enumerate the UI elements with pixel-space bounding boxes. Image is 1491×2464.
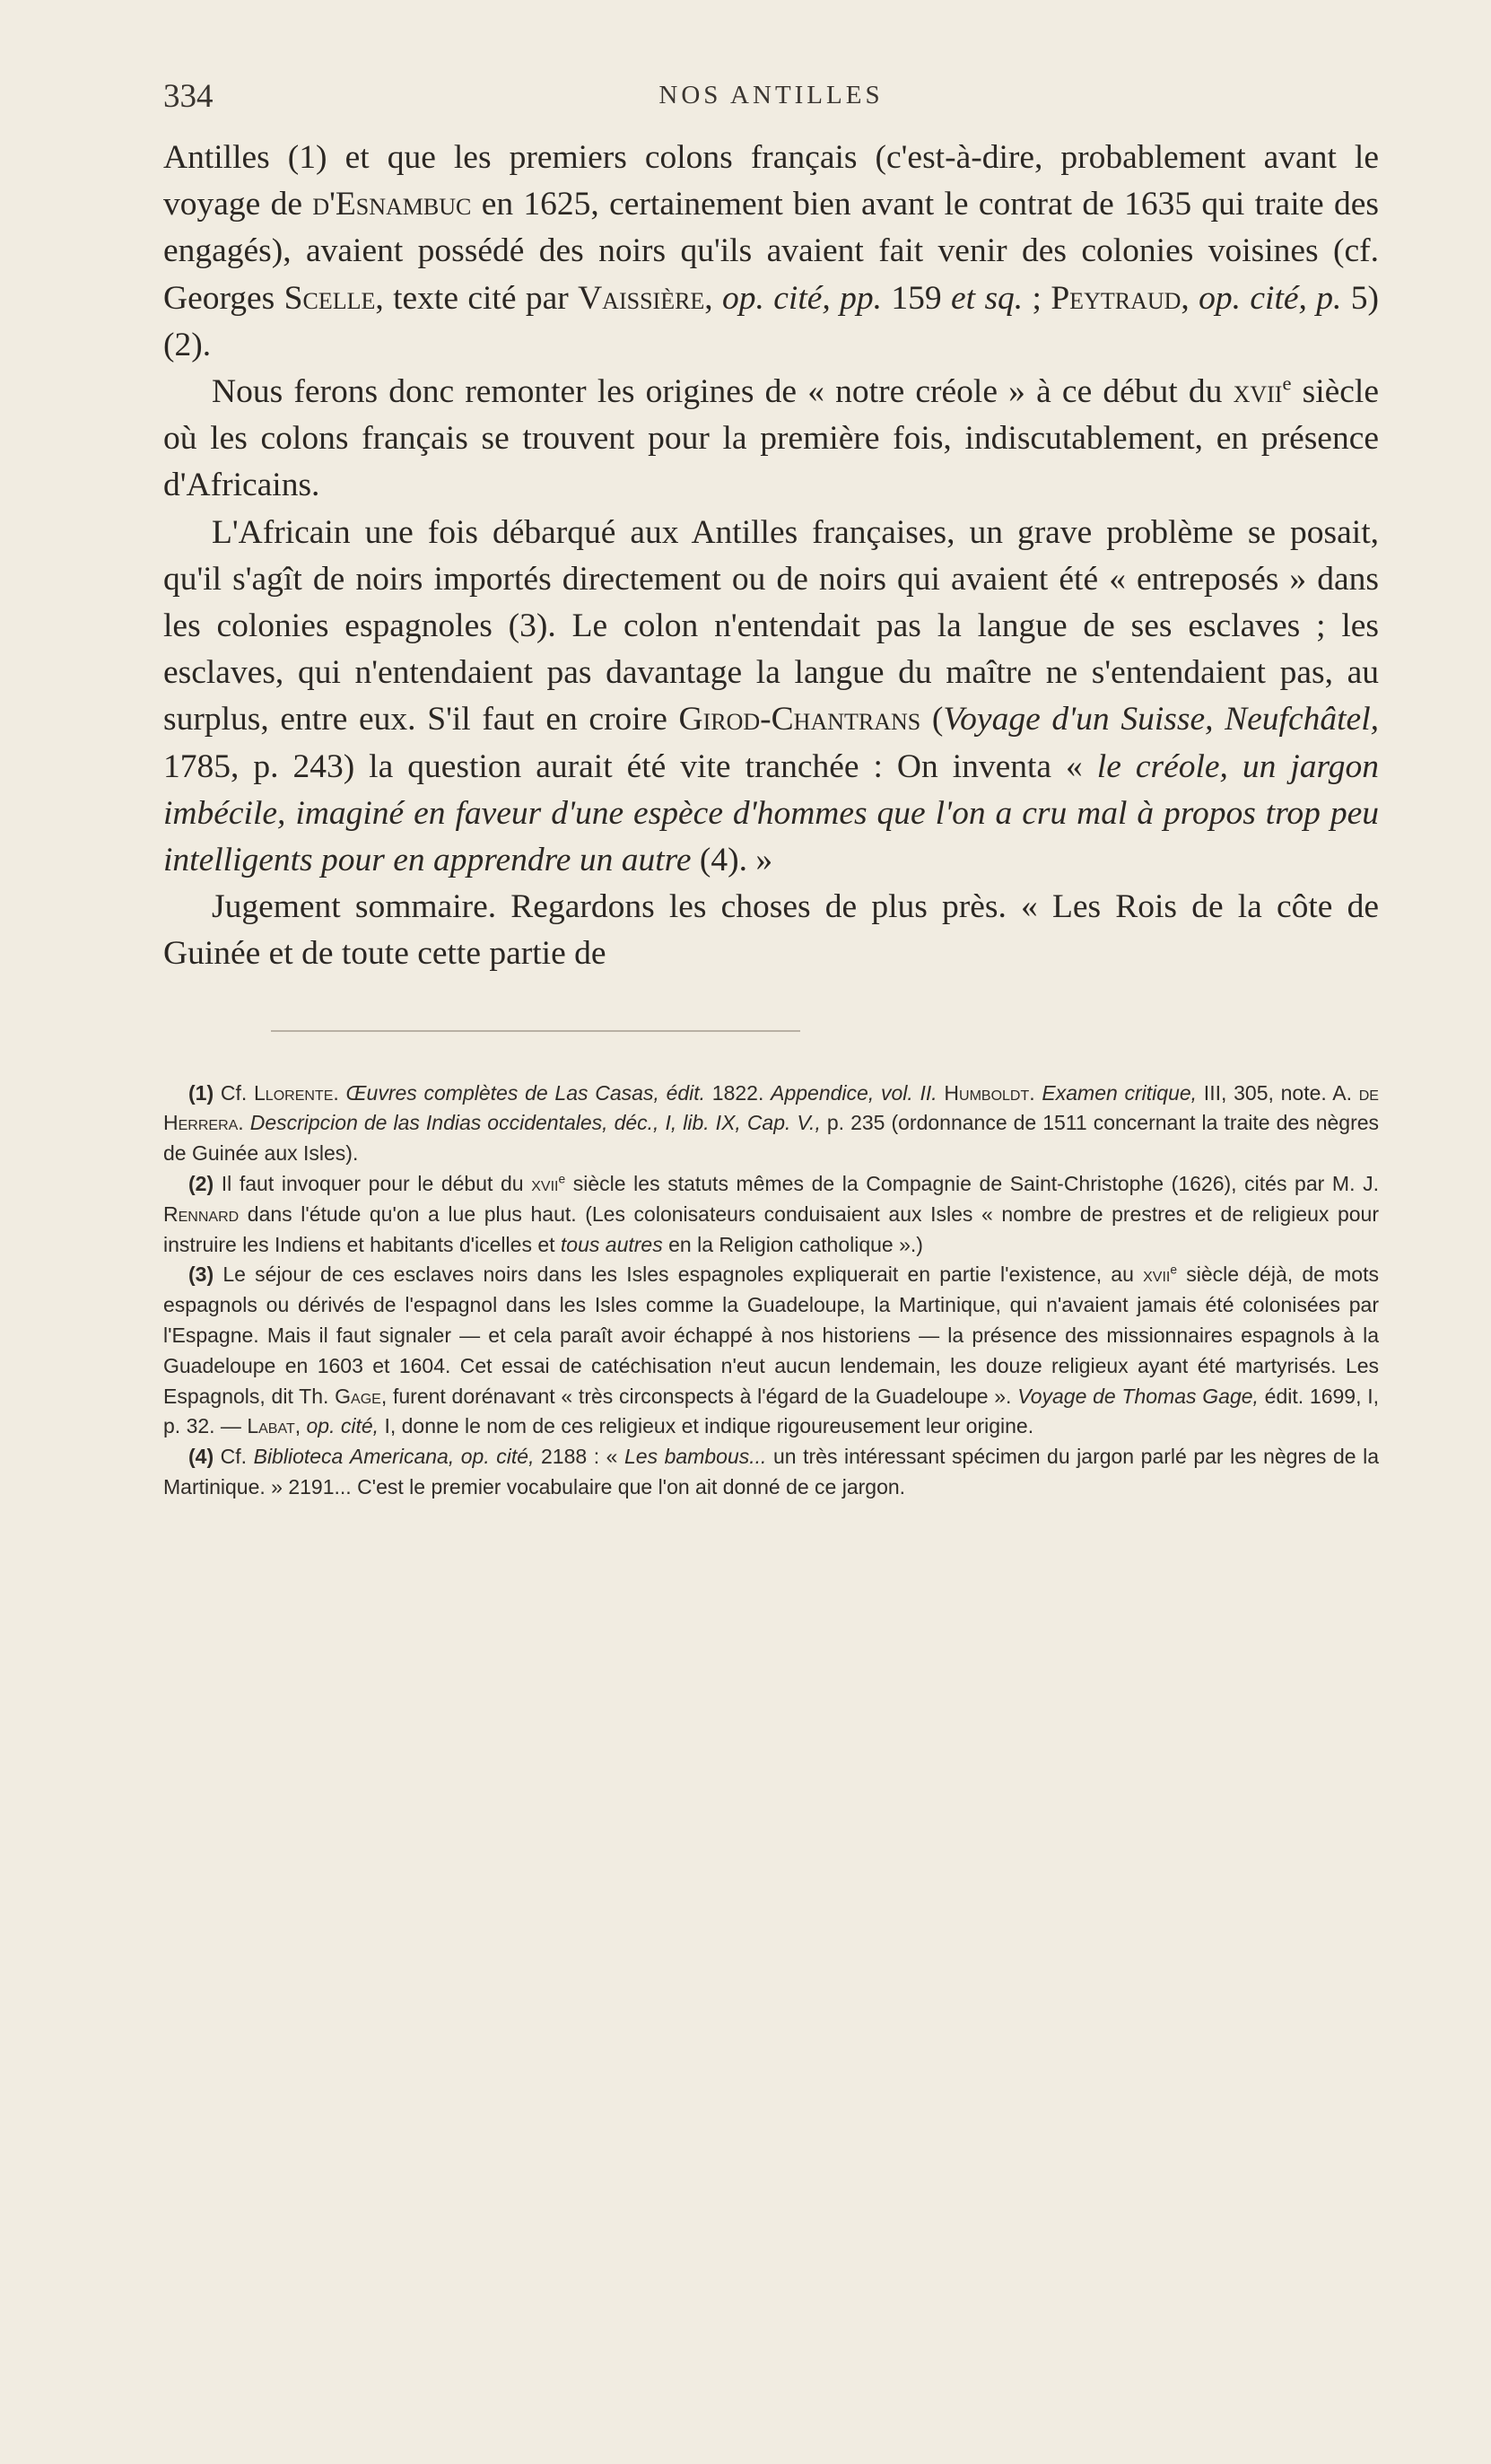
footnote-4: (4) Cf. Bibliotecа Americana, op. cité, 2188 : « Les bambous... un très intéressant spécimen du jargon parlé par les nègres de la Martinique. » 2191... C'est le premier vocabulaire que l'on ait donné de ce jargon. [163,1445,1379,1499]
footnote-1: (1) Cf. Llorente. Œuvres complètes de Las Casas, édit. 1822. Appendice, vol. II. Humboldt. Examen critique, III, 305, note. A. de Herrera. Descripcion de las Indias occidentales, déc., I, lib. IX, Cap. V., p. 235 (ordonnance de 1511 concernant la traite des nègres de Guinée aux Isles). [163,1080,1380,1166]
footnote-divider [271,1030,800,1032]
paragraph-4: Jugement sommaire. Regardons les choses de plus près. « Les Rois de la côte de Guinée et de toute cette partie de [163,888,1379,973]
running-title: NOS ANTILLES [658,81,884,109]
footnote-2: (2) Il faut invoquer pour le début du xvii$^e$ siècle les statuts mêmes de la Compagnie de Saint-Christophe (1626), cités par M. J. Rennard dans l'étude qu'on a lue plus haut. (Les colonisateurs conduisaient aux Isles « nombre de prestres et de religieux pour instruire les Indiens et habitants d'icelles et tous autres en la Religion catholique ».) [163,1172,1379,1256]
paragraph-3: L'Africain une fois débarqué aux Antilles françaises, un grave problème se posait, qu'il s'agît de noirs importés directement ou de noirs qui avaient été « entreposés » dans les colonies espagnoles (3). Le colon n'entendait pas la langue de ses esclaves ; les esclaves, qui n'entendaient pas davantage la langue du maître ne s'entendaient pas, au surplus, entre eux. S'il faut en croire Girod-Chantrans (Voyage d'un Suisse, Neufchâtel, 1785, p. 243) la question aurait été vite tranchée : On inventa « le créole, un jargon imbécile, imaginé en faveur d'une espèce d'hommes que l'on a cru mal à propos trop peu intelligents pour en apprendre un autre (4). » [163,513,1379,879]
page-header [163,72,1379,135]
footnote-3: (3) Le séjour de ces esclaves noirs dans les Isles espagnoles expliquerait en partie l'existence, au xvii$^e$ siècle déjà, de mots espagnols ou dérivés de l'espagnol dans les Isles comme la Guadeloupe, la Martinique, qui n'avaient jamais été colonisées par l'Espagne. Mais il faut signaler — et cela paraît avoir échappé à nos historiens — la présence des missionnaires espagnols à la Guadeloupe en 1603 et 1604. Cet essai de catéchisation n'eut aucun lendemain, les douze religieux ayant été martyrisés. Les Espagnols, dit Th. Gage, furent dorénavant « très circonspects à l'égard de la Guadeloupe ». Voyage de Thomas Gage, édit. 1699, I, p. 32. — Labat, op. cité, I, donne le nom de ces religieux et indique rigoureusement leur origine. [163,1263,1379,1438]
footnotes [163,1079,1379,1503]
page-number: 334 [163,78,214,115]
paragraph-1: Antilles (1) et que les premiers colons français (c'est-à-dire, probablement avant le voyage de d'Esnambuc en 1625, certainement bien avant le contrat de 1635 qui traite des engagés), avaient possédé des noirs qu'ils avaient fait venir des colonies voisines (cf. Georges Scelle, texte cité par Vaissière, op. cité, pp. 159 et sq. ; Peytraud, op. cité, p. 5) (2). [163,139,1379,363]
main-text [163,135,1379,978]
paragraph-2: Nous ferons donc remonter les origines de « notre créole » à ce début du xvii$^e$ siècle où les colons français se trouvent pour la première fois, indiscutablement, en présence d'Africains. [163,371,1379,504]
